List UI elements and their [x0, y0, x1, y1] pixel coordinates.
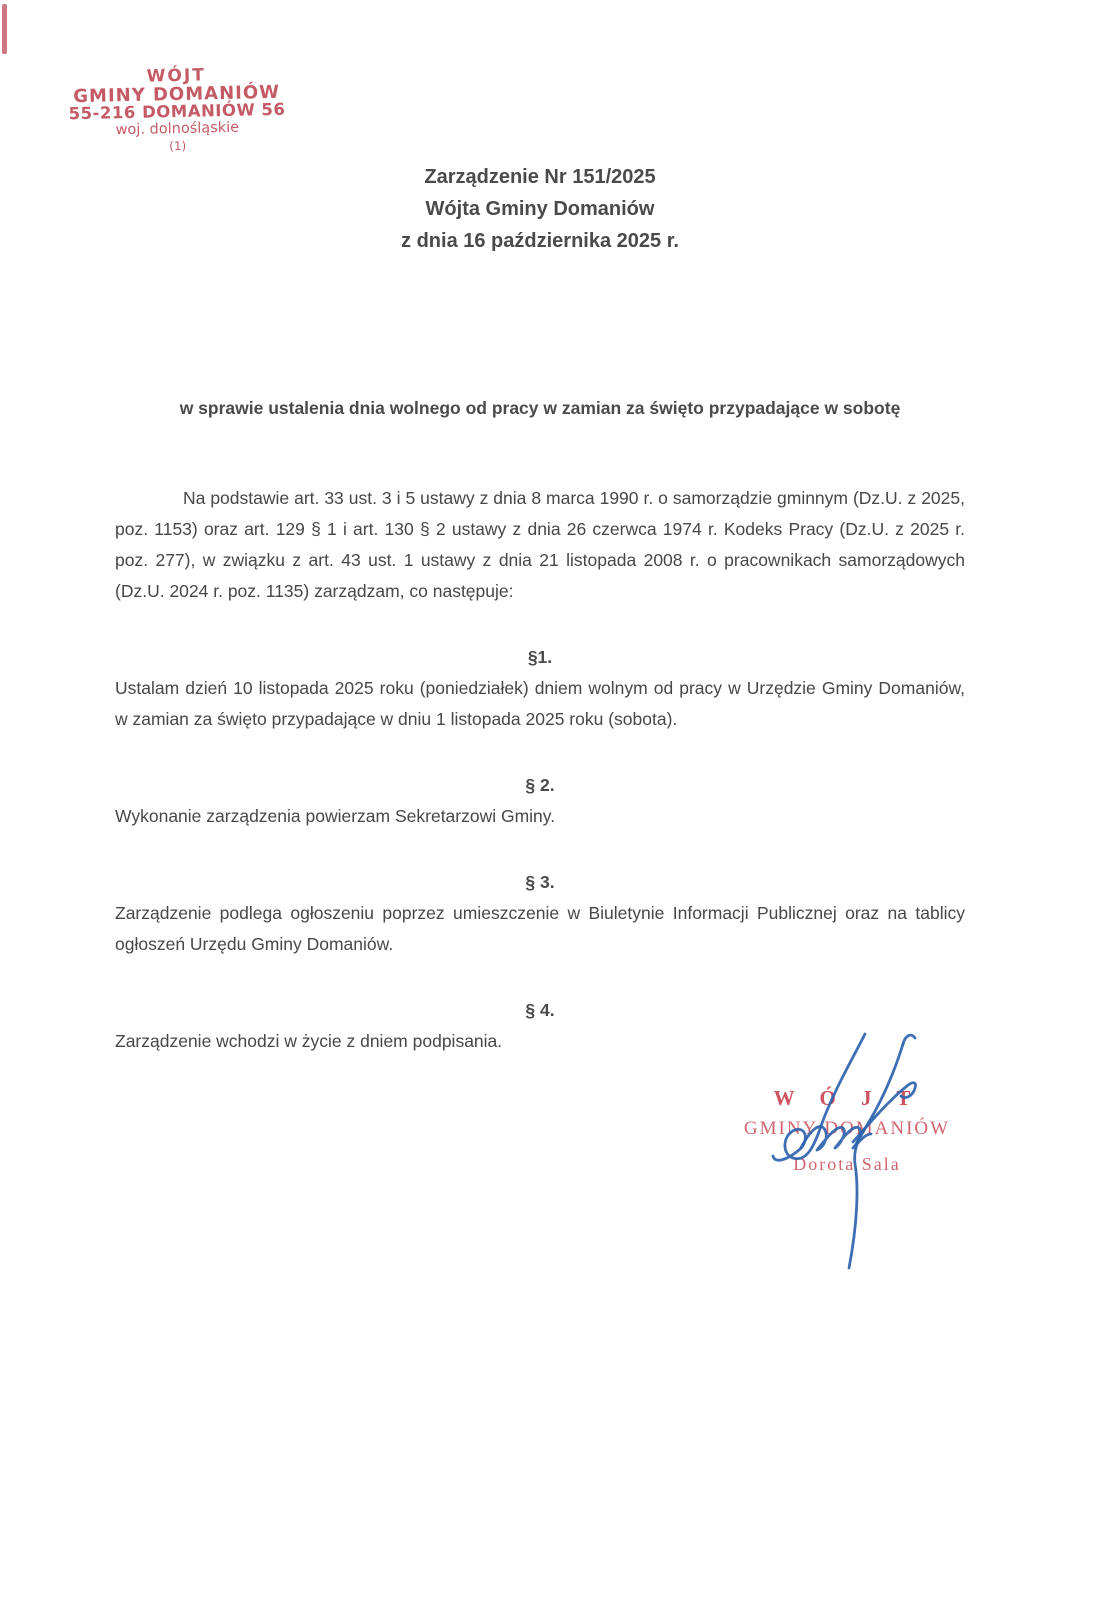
- signature-stamp-name: Dorota Sala: [793, 1154, 901, 1174]
- office-stamp-line: WÓJT: [146, 65, 207, 87]
- document-body: [115, 0, 965, 1057]
- signature-stamp-org: GMINY DOMANIÓW: [743, 1118, 951, 1139]
- section-2-body: Wykonanie zarządzenia powierzam Sekretarzowi Gminy.: [115, 806, 556, 826]
- section-3-heading: § 3.: [525, 872, 555, 892]
- title-line-issuer: Wójta Gminy Domaniów: [425, 198, 655, 220]
- document-subject: w sprawie ustalenia dnia wolnego od pracy w zamian za święto przypadające w sobotę: [179, 398, 901, 418]
- section-4-heading: § 4.: [525, 1000, 555, 1020]
- section-2-heading: § 2.: [525, 775, 555, 795]
- office-stamp-line: (1): [169, 138, 187, 154]
- section-3-body: Zarządzenie podlega ogłoszeniu poprzez umieszczenie w Biuletynie Informacji Publicznej oraz na tablicy ogłoszeń Urzędu Gminy Domaniów.: [115, 903, 965, 954]
- legal-preamble: Na podstawie art. 33 ust. 3 i 5 ustawy z dnia 8 marca 1990 r. o samorządzie gminnym (Dz.U. z 2025, poz. 1153) oraz art. 129 § 1 i art. 130 § 2 ustawy z dnia 26 czerwca 1974 r. Kodeks Pracy (Dz.U. z 2025 r. poz. 277), w związku z art. 43 ust. 1 ustawy z dnia 21 listopada 2008 r. o pracownikach samorządowych (Dz.U. 2024 r. poz. 1135) zarządzam, co następuje:: [115, 488, 965, 601]
- section-1-heading: §1.: [527, 647, 553, 667]
- title-line-date: z dnia 16 października 2025 r.: [401, 230, 679, 252]
- section-1-body: Ustalam dzień 10 listopada 2025 roku (poniedziałek) dniem wolnym od pracy w Urzędzie Gminy Domaniów, w zamian za święto przypadające w dniu 1 listopada 2025 roku (sobota).: [115, 678, 965, 729]
- scan-artifact-mark: [2, 4, 7, 54]
- document-title: [115, 0, 965, 257]
- office-stamp-line: 55-216 DOMANIÓW 56: [68, 99, 286, 124]
- office-stamp-line: GMINY DOMANIÓW: [73, 81, 281, 107]
- signature-stamp: [722, 1086, 972, 1175]
- title-line-number: Zarządzenie Nr 151/2025: [424, 166, 656, 188]
- office-stamp-line: woj. dolnośląskie: [115, 119, 240, 138]
- section-4-body: Zarządzenie wchodzi w życie z dniem podpisania.: [115, 1031, 503, 1051]
- signature-stamp-title: W Ó J T: [773, 1086, 921, 1110]
